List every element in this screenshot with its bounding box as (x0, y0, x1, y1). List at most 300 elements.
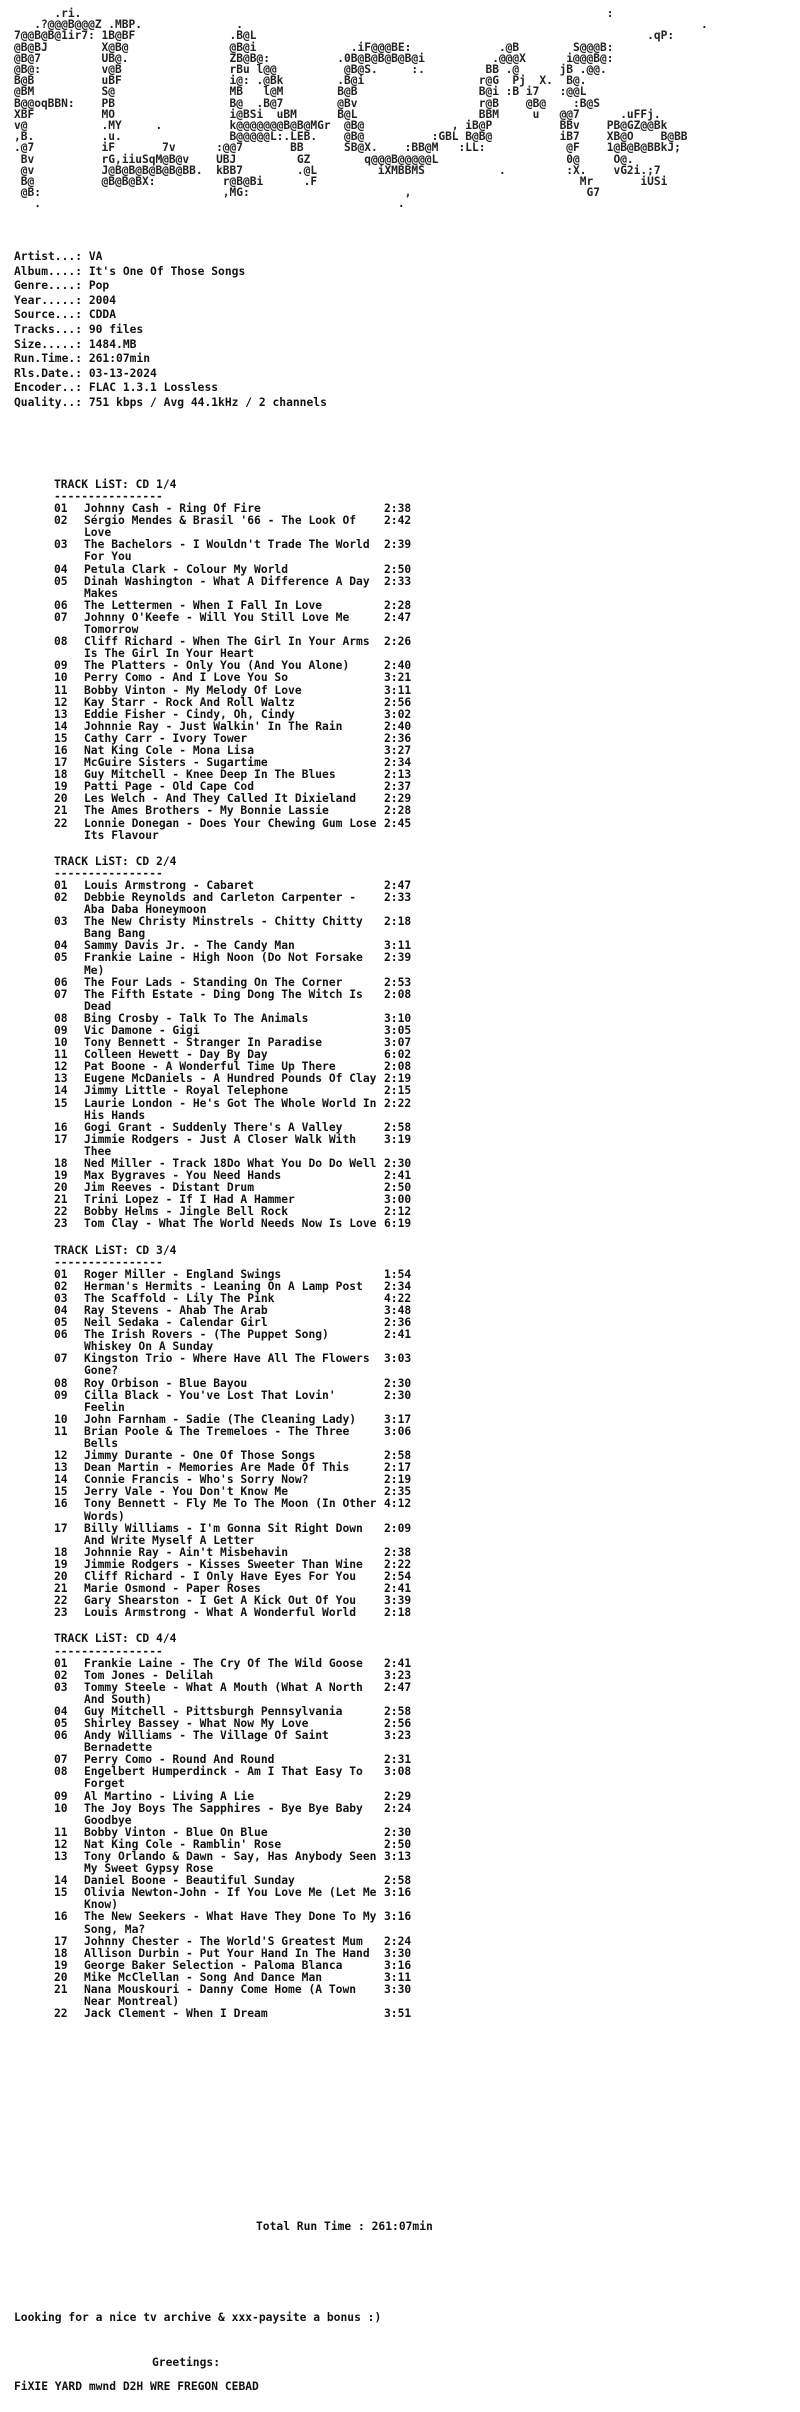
track-num: 04 (54, 1303, 68, 1317)
track-num: 23 (54, 1217, 68, 1231)
track-num: 18 (54, 1157, 68, 1170)
track-num: 16 (54, 743, 68, 757)
info-value: VA (88, 250, 103, 263)
track-num: 22 (54, 1205, 68, 1219)
archive-advert: Looking for a nice tv archive & xxx-paysite a bonus :) (14, 2311, 382, 2324)
track-title: The New Seekers - What Have They Done To My Song, Ma? (84, 1910, 377, 1936)
track-title: The Scaffold - Lily The Pink (84, 1291, 275, 1305)
track-time: 3:16 (384, 1958, 412, 1972)
track-row (54, 1766, 474, 1790)
track-num: 09 (54, 659, 68, 673)
track-title: Lonnie Donegan - Does Your Chewing Gum Lose Its Flavour (84, 816, 377, 842)
track-title: Jimmy Little - Royal Telephone (84, 1084, 289, 1098)
track-title: George Baker Selection - Paloma Blanca (84, 1958, 343, 1972)
track-num: 08 (54, 635, 68, 649)
track-title: Olivia Newton-John - If You Love Me (Let Me Know) (84, 1886, 377, 1912)
track-title: Nat King Cole - Ramblin' Rose (84, 1837, 282, 1851)
track-time: 3:10 (384, 1011, 412, 1025)
track-row (54, 916, 474, 940)
track-time: 2:36 (384, 731, 412, 745)
track-num: 06 (54, 975, 68, 989)
cd-title: TRACK LiST: CD 1/4 (54, 478, 177, 491)
track-title: The Lettermen - When I Fall In Love (84, 598, 323, 612)
track-time: 2:58 (384, 1704, 412, 1718)
track-num: 08 (54, 1376, 68, 1390)
track-time: 3:08 (384, 1765, 412, 1779)
info-row (14, 396, 327, 411)
track-row (54, 1887, 474, 1911)
track-num: 20 (54, 1570, 68, 1584)
track-title: John Farnham - Sadie (The Cleaning Lady) (84, 1412, 357, 1426)
section-gap (54, 1231, 474, 1244)
track-time: 2:41 (384, 1328, 412, 1342)
track-row (54, 2008, 474, 2020)
track-row (54, 1498, 474, 1522)
track-time: 2:40 (384, 719, 412, 733)
cd-track-list (54, 478, 474, 842)
track-title: Eugene McDaniels - A Hundred Pounds Of Clay (84, 1072, 377, 1086)
track-title: Ray Stevens - Ahab The Arab (84, 1303, 268, 1317)
info-key: Encoder..: (14, 381, 83, 395)
track-row (54, 977, 474, 989)
track-title: Sammy Davis Jr. - The Candy Man (84, 939, 295, 953)
info-value: CDDA (88, 308, 117, 322)
info-row (14, 279, 327, 294)
info-key: Quality..: (14, 395, 83, 409)
track-title: Bobby Vinton - Blue On Blue (84, 1825, 268, 1839)
track-num: 17 (54, 1521, 68, 1535)
track-title: Allison Durbin - Put Your Hand In The Hand (84, 1946, 370, 1960)
track-time: 2:47 (384, 878, 412, 892)
track-title: Bobby Helms - Jingle Bell Rock (84, 1205, 289, 1219)
track-title: Brian Poole & The Tremeloes - The Three Bells (84, 1424, 350, 1450)
track-row (54, 952, 474, 976)
track-row (54, 892, 474, 916)
track-num: 02 (54, 890, 68, 904)
track-num: 13 (54, 1072, 68, 1086)
track-num: 04 (54, 1704, 68, 1718)
track-time: 2:09 (384, 1521, 412, 1535)
track-title: Debbie Reynolds and Carleton Carpenter - Aba Daba Honeymoon (84, 890, 357, 917)
track-num: 01 (54, 1267, 68, 1281)
track-title: Perry Como - Round And Round (84, 1753, 275, 1767)
track-title: Johnnie Ray - Just Walkin' In The Rain (84, 719, 343, 733)
track-time: 3:27 (384, 743, 412, 757)
info-value: 751 kbps / Avg 44.1kHz / 2 channels (88, 395, 327, 409)
track-title: Dinah Washington - What A Difference A Day Makes (84, 574, 370, 600)
section-gap (54, 842, 474, 855)
track-num: 12 (54, 1837, 68, 1851)
track-num: 02 (54, 1279, 68, 1293)
track-title: Bing Crosby - Talk To The Animals (84, 1011, 309, 1025)
track-title: Johnny O'Keefe - Will You Still Love Me Tomorrow (84, 610, 350, 637)
track-time: 4:22 (384, 1291, 412, 1305)
track-num: 06 (54, 1328, 68, 1342)
track-num: 07 (54, 1352, 68, 1366)
track-row (54, 1730, 474, 1754)
track-row (54, 539, 474, 563)
cd-title: TRACK LiST: CD 3/4 (54, 1243, 177, 1257)
info-key: Rls.Date.: (14, 366, 83, 380)
track-row (54, 612, 474, 636)
track-row (54, 1851, 474, 1875)
track-row (54, 1984, 474, 2008)
track-time: 3:30 (384, 1983, 412, 1997)
track-time: 2:39 (384, 951, 412, 965)
track-num: 01 (54, 1656, 68, 1670)
info-key: Tracks...: (14, 322, 83, 336)
track-time: 6:02 (384, 1048, 412, 1062)
track-num: 03 (54, 915, 68, 929)
track-title: Jimmy Durante - One Of Those Songs (84, 1449, 316, 1463)
track-time: 3:02 (384, 707, 412, 721)
track-title: Trini Lopez - If I Had A Hammer (84, 1193, 295, 1207)
track-num: 04 (54, 939, 68, 953)
info-key: Year.....: (14, 293, 83, 307)
track-time: 2:24 (384, 1934, 412, 1948)
track-title: Cliff Richard - I Only Have Eyes For You (84, 1570, 357, 1584)
track-time: 2:30 (384, 1388, 412, 1402)
ascii-art-logo: .ri. : .?@@@B@@@Z .MBP. . . 7@@B@B@1ir7: 1B@BF .B@L .qP: @B@BJ X@B@ @B@i .iF@@@BE: .@B S@@@B: @B@7 UB@. ZB@B@: .0B@B@B@B@B@i .@@@X i@@@B@: @B@: v@B rBu l@@ @B@S. :. BB .@ jB .@@. B@B uBF i@: .@Bk .B@i r@G Pj X. B@. @BM S@ MB l@M B@B B@i :B i7 :@@L B@@oqBBN: PB B@ .B@7 @Bv r@B @B@ :B@S XBF MO i@BSi uBM B@L BBM u @@7 .uFFj. v@ .MY . k@@@@@@@B@B@MGr @B@ , iB@P BBv PB@GZ@@Bk ,B. .u. B@@@@@L:.LEB. @B@ :GBL B@B@ iB7 XB@O B@BB .@7 iF 7v :@@7 BB SB@X. :BB@M :LL: @F 1@B@B@BBkJ; Bv rG,iiuSqM@B@v UBJ GZ q@@@B@@@@@L 0@ O@. @v J@B@B@B@B@B@BB. kBB7 .@L iXMBBMS . :X. vG2i.;7 B@ @B@B@BX: r@B@Bi .F Mr iUSi @B: ,MG: , G7 . . (14, 7, 708, 211)
track-num: 12 (54, 695, 68, 709)
track-num: 05 (54, 951, 68, 965)
cd-track-list (54, 855, 474, 1231)
track-time: 3:48 (384, 1303, 412, 1317)
track-time: 2:28 (384, 598, 412, 612)
info-row (14, 381, 327, 396)
track-time: 3:03 (384, 1352, 412, 1366)
track-lists (54, 478, 474, 2020)
track-title: Cilla Black - You've Lost That Lovin' Feelin (84, 1388, 336, 1414)
track-num: 07 (54, 1753, 68, 1767)
track-time: 2:36 (384, 1316, 412, 1330)
track-time: 2:24 (384, 1801, 412, 1815)
cd-title: TRACK LiST: CD 4/4 (54, 1632, 177, 1646)
track-title: Louis Armstrong - Cabaret (84, 878, 255, 892)
track-num: 14 (54, 1874, 68, 1888)
track-time: 3:23 (384, 1668, 412, 1682)
track-time: 2:33 (384, 890, 412, 904)
track-title: Johnnie Ray - Ain't Misbehavin (84, 1545, 289, 1559)
track-row (54, 1134, 474, 1158)
track-title: Tommy Steele - What A Mouth (What A North And South) (84, 1680, 363, 1706)
track-num: 19 (54, 780, 68, 794)
info-row (14, 294, 327, 309)
track-num: 16 (54, 1910, 68, 1924)
track-num: 18 (54, 768, 68, 782)
track-row (54, 636, 474, 660)
track-title: The Four Lads - Standing On The Corner (84, 975, 343, 989)
track-num: 13 (54, 1461, 68, 1475)
track-num: 15 (54, 1096, 68, 1110)
info-key: Genre....: (14, 279, 83, 293)
track-time: 2:18 (384, 915, 412, 929)
track-time: 6:19 (384, 1217, 412, 1231)
track-title: Vic Damone - Gigi (84, 1023, 200, 1037)
track-time: 2:40 (384, 659, 412, 673)
track-row (54, 697, 474, 709)
track-num: 17 (54, 756, 68, 770)
track-row (54, 805, 474, 817)
track-title: Tony Orlando & Dawn - Say, Has Anybody Seen My Sweet Gypsy Rose (84, 1850, 377, 1876)
track-title: Petula Clark - Colour My World (84, 562, 289, 576)
track-num: 11 (54, 683, 68, 697)
track-title: Perry Como - And I Love You So (84, 671, 289, 685)
track-num: 15 (54, 1886, 68, 1900)
track-title: Jimmie Rodgers - Kisses Sweeter Than Wine (84, 1557, 363, 1571)
track-time: 3:00 (384, 1193, 412, 1207)
track-title: Herman's Hermits - Leaning On A Lamp Post (84, 1279, 363, 1293)
track-num: 22 (54, 816, 68, 830)
track-time: 2:58 (384, 1120, 412, 1134)
track-time: 2:30 (384, 1157, 412, 1170)
track-num: 19 (54, 1169, 68, 1183)
track-num: 16 (54, 1497, 68, 1511)
track-time: 2:19 (384, 1072, 412, 1086)
release-info (14, 250, 327, 411)
track-num: 17 (54, 1132, 68, 1146)
track-num: 11 (54, 1424, 68, 1438)
track-num: 12 (54, 1060, 68, 1074)
track-title: Engelbert Humperdinck - Am I That Easy To Forget (84, 1765, 363, 1791)
track-time: 2:50 (384, 1837, 412, 1851)
info-value: 2004 (88, 293, 117, 307)
track-title: Laurie London - He's Got The Whole World In His Hands (84, 1096, 377, 1122)
cd-title-underline: ---------------- (54, 867, 163, 881)
info-row (14, 352, 327, 367)
track-time: 3:23 (384, 1729, 412, 1743)
track-title: Gogi Grant - Suddenly There's A Valley (84, 1120, 343, 1134)
info-key: Size.....: (14, 337, 83, 351)
info-value: 90 files (88, 322, 144, 336)
track-num: 08 (54, 1011, 68, 1025)
track-time: 2:47 (384, 610, 412, 624)
track-num: 09 (54, 1023, 68, 1037)
track-num: 14 (54, 1473, 68, 1487)
track-time: 2:30 (384, 1376, 412, 1390)
track-title: Jimmie Rodgers - Just A Closer Walk With Thee (84, 1132, 357, 1158)
info-value: 261:07min (88, 352, 151, 366)
track-num: 03 (54, 1291, 68, 1305)
track-num: 07 (54, 987, 68, 1001)
cd-title-underline: ---------------- (54, 1644, 163, 1658)
track-time: 2:38 (384, 1545, 412, 1559)
track-time: 2:37 (384, 780, 412, 794)
track-title: Tom Jones - Delilah (84, 1668, 214, 1682)
track-title: Frankie Laine - The Cry Of The Wild Goose (84, 1656, 363, 1670)
track-row (54, 1791, 474, 1803)
cd-track-list (54, 1632, 474, 2020)
track-time: 2:30 (384, 1825, 412, 1839)
track-title: Dean Martin - Memories Are Made Of This (84, 1461, 350, 1475)
track-num: 21 (54, 804, 68, 818)
track-time: 3:16 (384, 1886, 412, 1900)
cd-track-list (54, 1244, 474, 1620)
track-title: Nana Mouskouri - Danny Come Home (A Town Near Montreal) (84, 1983, 357, 2009)
track-title: Louis Armstrong - What A Wonderful World (84, 1606, 357, 1620)
track-title: Patti Page - Old Cape Cod (84, 780, 255, 794)
track-row (54, 576, 474, 600)
track-title: Jack Clement - When I Dream (84, 2007, 268, 2021)
track-row (54, 1803, 474, 1827)
track-time: 2:56 (384, 1716, 412, 1730)
track-time: 4:12 (384, 1497, 412, 1511)
track-num: 01 (54, 878, 68, 892)
cd-title-underline: ---------------- (54, 1255, 163, 1269)
track-time: 2:13 (384, 768, 412, 782)
track-num: 21 (54, 1193, 68, 1207)
track-row (54, 1670, 474, 1682)
track-row (54, 1390, 474, 1414)
track-num: 15 (54, 731, 68, 745)
track-title: Connie Francis - Who's Sorry Now? (84, 1473, 309, 1487)
track-title: Billy Williams - I'm Gonna Sit Right Down And Write Myself A Letter (84, 1521, 363, 1547)
greetings-names: FiXIE YARD mwnd D2H WRE FREGON CEBAD (14, 2380, 259, 2393)
track-num: 15 (54, 1485, 68, 1499)
track-num: 09 (54, 1388, 68, 1402)
info-row (14, 367, 327, 382)
track-row (54, 672, 474, 684)
track-row (54, 1936, 474, 1948)
track-row (54, 1085, 474, 1097)
cd-title-underline: ---------------- (54, 490, 163, 504)
info-value: FLAC 1.3.1 Lossless (88, 381, 219, 395)
track-time: 3:39 (384, 1594, 412, 1608)
track-title: Pat Boone - A Wonderful Time Up There (84, 1060, 336, 1074)
track-time: 2:58 (384, 1874, 412, 1888)
greetings-label: Greetings: (152, 2356, 221, 2369)
track-time: 3:06 (384, 1424, 412, 1438)
track-num: 11 (54, 1048, 68, 1062)
track-time: 2:18 (384, 1606, 412, 1620)
track-time: 3:07 (384, 1036, 412, 1050)
track-time: 2:35 (384, 1485, 412, 1499)
track-title: Guy Mitchell - Knee Deep In The Blues (84, 768, 336, 782)
track-num: 22 (54, 2007, 68, 2021)
track-title: Cliff Richard - When The Girl In Your Arms Is The Girl In Your Heart (84, 635, 370, 661)
info-key: Artist...: (14, 250, 83, 263)
track-num: 13 (54, 1850, 68, 1863)
track-time: 3:19 (384, 1132, 412, 1146)
track-time: 2:38 (384, 502, 412, 516)
track-title: Tony Bennett - Stranger In Paradise (84, 1036, 323, 1050)
track-row (54, 1269, 474, 1281)
info-value: 03-13-2024 (88, 366, 157, 380)
info-row (14, 308, 327, 323)
track-title: Frankie Laine - High Noon (Do Not Forsake Me) (84, 951, 363, 977)
track-time: 3:30 (384, 1946, 412, 1960)
info-key: Run.Time.: (14, 352, 83, 366)
track-num: 20 (54, 792, 68, 806)
track-num: 19 (54, 1958, 68, 1972)
track-num: 03 (54, 1680, 68, 1694)
track-title: The Bachelors - I Wouldn't Trade The World For You (84, 538, 370, 564)
track-row (54, 989, 474, 1013)
track-time: 2:08 (384, 1060, 412, 1074)
track-time: 2:53 (384, 975, 412, 989)
track-row (54, 1523, 474, 1547)
track-num: 10 (54, 1036, 68, 1050)
track-title: The Irish Rovers - (The Puppet Song) Whiskey On A Sunday (84, 1328, 329, 1354)
track-time: 2:41 (384, 1582, 412, 1596)
track-num: 05 (54, 574, 68, 588)
track-time: 3:13 (384, 1850, 412, 1863)
track-row (54, 1658, 474, 1670)
track-row (54, 1122, 474, 1134)
track-time: 2:45 (384, 816, 412, 830)
track-num: 06 (54, 1729, 68, 1743)
track-title: Sérgio Mendes & Brasil '66 - The Look Of Love (84, 514, 357, 540)
track-num: 10 (54, 1801, 68, 1815)
track-num: 07 (54, 610, 68, 624)
track-num: 17 (54, 1934, 68, 1948)
track-time: 2:54 (384, 1570, 412, 1584)
track-time: 2:08 (384, 987, 412, 1001)
track-title: Roy Orbison - Blue Bayou (84, 1376, 248, 1390)
track-num: 16 (54, 1120, 68, 1134)
track-time: 2:50 (384, 1181, 412, 1195)
track-row (54, 1682, 474, 1706)
track-num: 19 (54, 1557, 68, 1571)
track-num: 03 (54, 538, 68, 552)
track-time: 2:17 (384, 1461, 412, 1475)
track-title: The Ames Brothers - My Bonnie Lassie (84, 804, 329, 818)
track-time: 2:33 (384, 574, 412, 588)
track-title: Kay Starr - Rock And Roll Waltz (84, 695, 295, 709)
track-num: 04 (54, 562, 68, 576)
track-title: Colleen Hewett - Day By Day (84, 1048, 268, 1062)
track-title: Les Welch - And They Called It Dixieland (84, 792, 357, 806)
track-row (54, 1218, 474, 1230)
track-time: 2:12 (384, 1205, 412, 1219)
track-num: 12 (54, 1449, 68, 1463)
info-row (14, 338, 327, 353)
track-title: Johnny Chester - The World'S Greatest Mum (84, 1934, 363, 1948)
info-row (14, 250, 327, 265)
track-time: 3:05 (384, 1023, 412, 1037)
track-num: 02 (54, 1668, 68, 1682)
info-value: It's One Of Those Songs (88, 264, 246, 278)
track-row (54, 1911, 474, 1935)
track-num: 11 (54, 1825, 68, 1839)
track-time: 2:19 (384, 1473, 412, 1487)
track-time: 2:47 (384, 1680, 412, 1694)
track-time: 3:11 (384, 683, 412, 697)
info-key: Album....: (14, 264, 83, 278)
cd-title: TRACK LiST: CD 2/4 (54, 854, 177, 868)
track-row (54, 515, 474, 539)
track-num: 05 (54, 1716, 68, 1730)
track-num: 02 (54, 514, 68, 528)
track-time: 2:50 (384, 562, 412, 576)
track-title: Shirley Bassey - What Now My Love (84, 1716, 309, 1730)
track-time: 3:11 (384, 939, 412, 953)
track-num: 23 (54, 1606, 68, 1620)
track-title: Marie Osmond - Paper Roses (84, 1582, 261, 1596)
track-title: Al Martino - Living A Lie (84, 1789, 255, 1803)
track-num: 06 (54, 598, 68, 612)
track-time: 2:29 (384, 1789, 412, 1803)
track-num: 18 (54, 1946, 68, 1960)
track-row (54, 1329, 474, 1353)
track-title: Daniel Boone - Beautiful Sunday (84, 1874, 295, 1888)
track-title: The New Christy Minstrels - Chitty Chitty Bang Bang (84, 915, 363, 941)
track-title: Neil Sedaka - Calendar Girl (84, 1316, 268, 1330)
track-title: Nat King Cole - Mona Lisa (84, 743, 255, 757)
track-time: 2:39 (384, 538, 412, 552)
track-title: Jerry Vale - You Don't Know Me (84, 1485, 289, 1499)
track-time: 2:26 (384, 635, 412, 649)
